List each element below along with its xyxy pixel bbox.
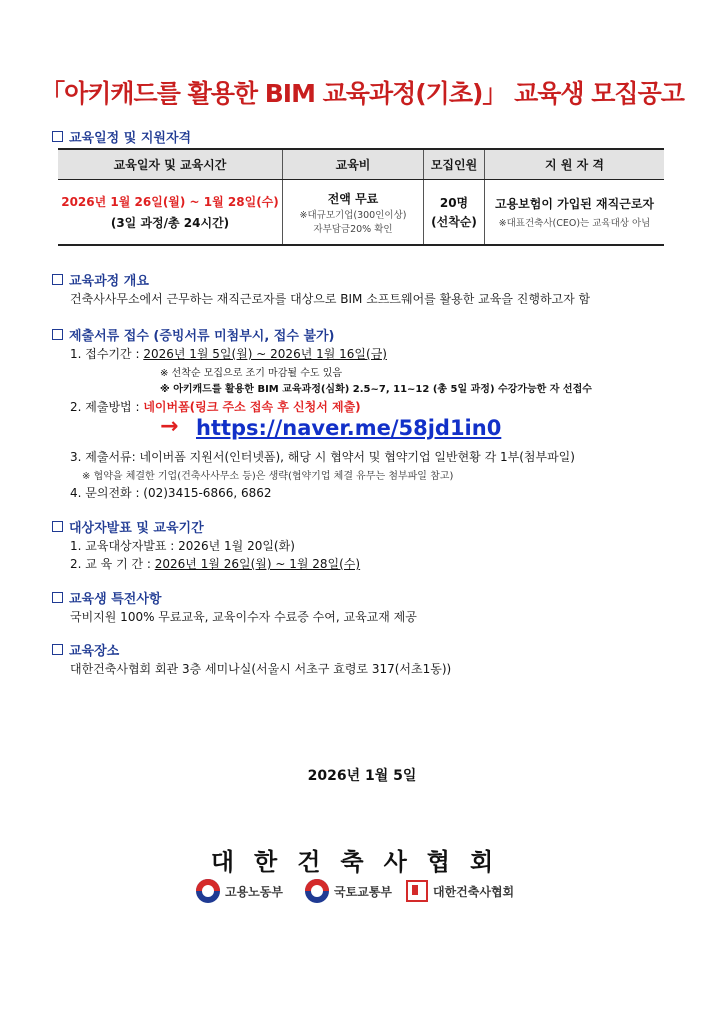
course-period (70, 555, 360, 572)
section-heading-text: 교육일정 및 지원자격 (69, 131, 192, 146)
section-heading-text: 교육생 특전사항 (69, 592, 162, 607)
logo-kira (406, 878, 514, 904)
note-early-close: ※ 선착순 모집으로 조기 마감될 수도 있음 (160, 368, 343, 379)
fee-note: ※대규모기업(300인이상) (299, 209, 407, 221)
announcement-date: 1. 교육대상자발표 : 2026년 1월 20일(화) (70, 539, 295, 553)
contact-phone: 4. 문의전화 : (02)3415-6866, 6862 (70, 486, 272, 500)
submission-period (70, 345, 387, 362)
logo-labor-text: 고용노동부 (225, 884, 283, 899)
checkbox-square-icon (52, 521, 63, 532)
table-header-cell: 교육일자 및 교육시간 (58, 149, 283, 180)
schedule-table (58, 148, 664, 246)
notice-date: 2026년 1월 5일 (307, 768, 417, 784)
capacity-main: 20명 (439, 196, 469, 210)
qualification-main: 고용보험이 가입된 재직근로자 (494, 197, 655, 211)
checkbox-square-icon (52, 131, 63, 142)
submission-method-value: 네이버폼(링크 주소 접속 후 신청서 제출) (143, 400, 361, 414)
submission-documents: 3. 제출서류: 네이버폼 지원서(인터넷폼), 해당 시 협약서 및 협약기업 일반현황 각 1부(첨부파일) (70, 450, 575, 464)
table-header-cell: 교육비 (283, 149, 424, 180)
table-header-cell: 지 원 자 격 (485, 149, 665, 180)
fee-main: 전액 무료 (327, 191, 379, 206)
capacity-sub: (선착순) (431, 215, 477, 229)
course-period-value: 2026년 1월 26일(월) ~ 1월 28일(수) (154, 557, 361, 571)
section-heading-location (52, 640, 119, 659)
item-label: 2. 교 육 기 간 : (70, 557, 155, 571)
capacity-cell (424, 180, 485, 246)
section-heading-benefits (52, 588, 161, 607)
dates-main: 2026년 1월 26일(월) ~ 1월 28일(수) (61, 195, 279, 209)
page-title: 「아키캐드를 활용한 BIM 교육과정(기초)」 교육생 모집공고 (40, 79, 684, 108)
item-label: 2. 제출방법 : (70, 400, 144, 414)
organization-name: 대한건축사협회 (210, 847, 514, 876)
note-advanced-course: ※ 아키캐드를 활용한 BIM 교육과정(심화) 2.5~7, 11~12 (총 5일 과정) 수강가능한 자 선접수 (160, 384, 592, 395)
fee-note: 자부담금20% 확인 (313, 223, 393, 235)
section-heading-text: 교육과정 개요 (69, 274, 149, 289)
item-label: 1. 접수기간 : (70, 347, 144, 361)
logo-molit (305, 878, 392, 904)
overview-text: 건축사사무소에서 근무하는 재직근로자를 대상으로 BIM 소프트웨어를 활용한 교육을 진행하고자 함 (70, 292, 591, 306)
qualification-note: ※대표건축사(CEO)는 교육대상 아님 (498, 218, 651, 229)
section-heading-announcement (52, 517, 204, 536)
dates-cell (58, 180, 283, 246)
taegeuk-icon (196, 879, 220, 903)
kira-emblem-icon (406, 880, 428, 902)
table-row (58, 180, 664, 246)
logo-kira-text: 대한건축사협회 (433, 884, 515, 899)
logo-molit-text: 국토교통부 (334, 884, 392, 899)
section-heading-text: 제출서류 접수 (증빙서류 미첨부시, 접수 불가) (69, 329, 335, 344)
section-heading-overview (52, 270, 149, 289)
checkbox-square-icon (52, 274, 63, 285)
section-heading-text: 대상자발표 및 교육기간 (69, 521, 204, 536)
section-heading-submission (52, 325, 335, 344)
checkbox-square-icon (52, 329, 63, 340)
submission-period-value: 2026년 1월 5일(월) ~ 2026년 1월 16일(금) (143, 347, 387, 361)
submission-method (70, 398, 361, 415)
application-link[interactable]: https://naver.me/58jd1in0 (196, 416, 502, 440)
arrow-icon: → (160, 414, 179, 439)
section-heading-schedule (52, 127, 191, 146)
benefits-text: 국비지원 100% 무료교육, 교육이수자 수료증 수여, 교육교재 제공 (70, 610, 417, 624)
section-heading-text: 교육장소 (69, 644, 120, 659)
qualification-cell (485, 180, 665, 246)
location-text: 대한건축사협회 회관 3층 세미나실(서울시 서초구 효령로 317(서초1동)) (70, 662, 452, 676)
dates-sub: (3일 과정/총 24시간) (110, 216, 230, 230)
table-header-row (58, 149, 664, 180)
note-agreement: ※ 협약을 체결한 기업(건축사사무소 등)은 생략(협약기업 체결 유무는 첨부파일 참고) (82, 471, 454, 482)
checkbox-square-icon (52, 592, 63, 603)
logo-labor (196, 878, 283, 904)
table-header-cell: 모집인원 (424, 149, 485, 180)
taegeuk-icon (305, 879, 329, 903)
fee-cell (283, 180, 424, 246)
checkbox-square-icon (52, 644, 63, 655)
